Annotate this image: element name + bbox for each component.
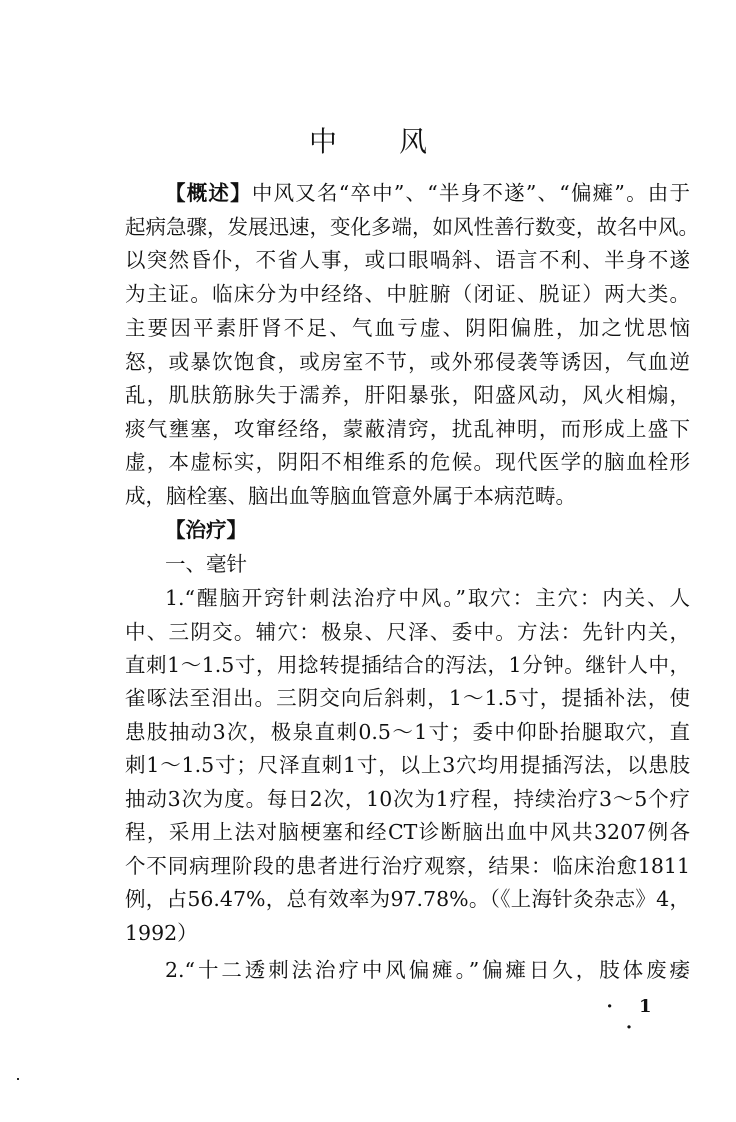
item1-line-4: 雀啄法至泪出。三阴交向后斜刺，1～1.5寸，提插补法，使 bbox=[125, 686, 690, 710]
overview-line-7: 乱，肌肤筋脉失于濡养，肝阳暴张，阳盛风动，风火相煽， bbox=[125, 383, 690, 407]
overview-line-9: 虚，本虚标实，阴阳不相维系的危候。现代医学的脑血栓形 bbox=[125, 450, 690, 474]
item1-line-2: 中、三阴交。辅穴：极泉、尺泽、委中。方法：先针内关， bbox=[125, 620, 690, 644]
item1-line-11: 1992） bbox=[125, 921, 198, 945]
item1-line-1: 1.“醒脑开窍针刺法治疗中风。”取穴：主穴：内关、人 bbox=[165, 586, 690, 610]
item1-line-3: 直刺1～1.5寸，用捻转提插结合的泻法，1分钟。继针人中， bbox=[125, 653, 690, 677]
treatment-heading: 【治疗】 bbox=[165, 518, 247, 542]
item1-line-10: 例，占56.47%，总有效率为97.78%。（《上海针灸杂志》4， bbox=[125, 887, 690, 911]
item1-line-7: 抽动3次为度。每日2次，10次为1疗程，持续治疗3～5个疗 bbox=[125, 787, 690, 811]
page-number: · 1 · bbox=[606, 996, 662, 1038]
page-title: 中风 bbox=[308, 125, 489, 158]
item1-line-9: 个不同病理阶段的患者进行治疗观察，结果：临床治愈1811 bbox=[125, 854, 690, 878]
item2-line-1: 2.“十二透刺法治疗中风偏瘫。”偏瘫日久，肢体废痿 bbox=[165, 958, 690, 982]
overview-line-2: 起病急骤，发展迅速，变化多端，如风性善行数变，故名中风。 bbox=[125, 215, 699, 239]
overview-line-6: 怒，或暴饮饱食，或房室不节，或外邪侵袭等诱因，气血逆 bbox=[125, 350, 690, 374]
overview-line-8: 痰气壅塞，攻窜经络，蒙蔽清窍，扰乱神明，而形成上盛下 bbox=[125, 417, 690, 441]
overview-line-5: 主要因平素肝肾不足、气血亏虚、阴阳偏胜，加之忧思恼 bbox=[125, 316, 690, 340]
overview-heading: 【概述】 bbox=[165, 181, 252, 205]
item1-line-8: 程，采用上法对脑梗塞和经CT诊断脑出血中风共3207例各 bbox=[125, 820, 690, 844]
scan-speck bbox=[17, 1078, 19, 1080]
overview-line-1: 【概述】中风又名“卒中”、“半身不遂”、“偏瘫”。由于 bbox=[165, 181, 691, 205]
item1-line-5: 患肢抽动3次，极泉直刺0.5～1寸；委中仰卧抬腿取穴，直 bbox=[125, 720, 690, 744]
overview-line-4: 为主证。临床分为中经络、中脏腑（闭证、脱证）两大类。 bbox=[125, 282, 690, 306]
overview-line-3: 以突然昏仆，不省人事，或口眼喎斜、语言不利、半身不遂 bbox=[125, 248, 690, 272]
treatment-subheading: 一、毫针 bbox=[165, 552, 247, 576]
item1-line-6: 刺1～1.5寸；尺泽直刺1寸，以上3穴均用提插泻法，以患肢 bbox=[125, 753, 690, 777]
overview-line-10: 成，脑栓塞、脑出血等脑血管意外属于本病范畴。 bbox=[125, 484, 576, 508]
